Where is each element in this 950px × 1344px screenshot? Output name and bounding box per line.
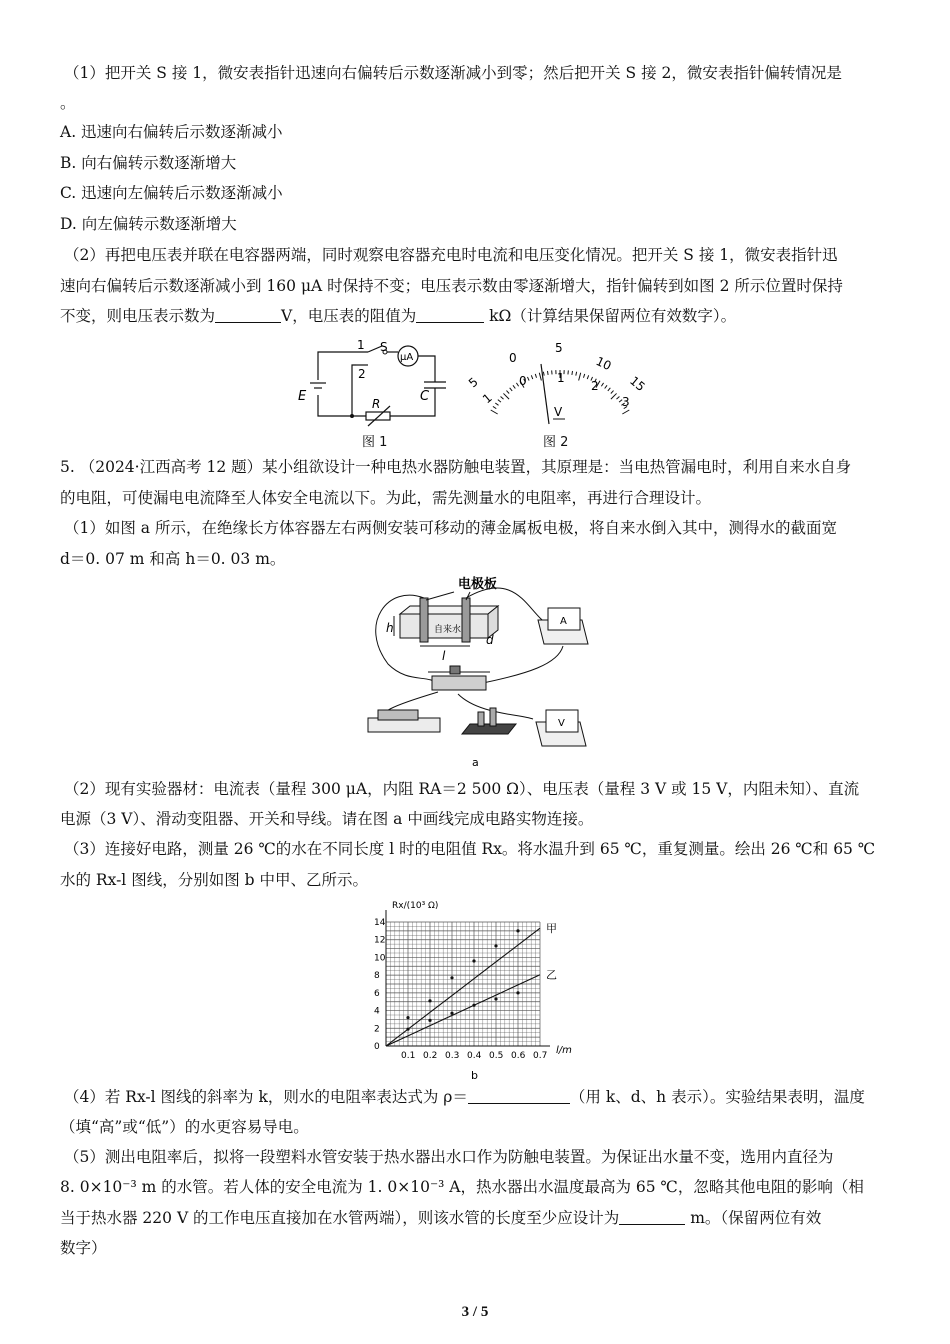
- voltmeter-label: V: [558, 718, 565, 729]
- q4-part2-text-b: V，电压表的阻值为: [281, 307, 417, 325]
- meter-tick: [498, 400, 501, 403]
- q5-part4-line1: [64, 1086, 894, 1108]
- junction-dot: [350, 414, 354, 418]
- chart-axes: [386, 910, 550, 1046]
- meter-tick: [503, 393, 509, 399]
- answer-blank-resistance[interactable]: [416, 306, 484, 323]
- y-tick-label: 6: [374, 988, 380, 999]
- height-label: h: [386, 621, 394, 635]
- data-point: [450, 1012, 453, 1015]
- q5-part4-text-a: （4）若 Rx-l 图线的斜率为 k，则水的电阻率表达式为 ρ＝: [64, 1088, 468, 1106]
- electrode-label: 电极板: [458, 577, 498, 592]
- meter-tick: [579, 373, 581, 381]
- meter-tick: [605, 385, 607, 388]
- chart-grid: [386, 922, 540, 1046]
- q4-part2-text-a: 不变，则电压表示数为: [60, 307, 216, 325]
- data-point: [472, 959, 475, 962]
- data-point: [494, 944, 497, 947]
- meter-tick: [527, 377, 529, 381]
- q4-part2-text-c: kΩ（计算结果保留两位有效数字）。: [484, 307, 737, 325]
- q5-intro-line1: 5. （2024·江西高考 12 题）某小组欲设计一种电热水器防触电装置，其原理是：当电热管漏电时，利用自来水自身: [60, 458, 852, 476]
- scale-top-15: 15: [627, 373, 648, 395]
- q5-part5-text-a: 当于热水器 220 V 的工作电压直接加在水管两端），则该水管的长度至少应设计为: [60, 1209, 620, 1227]
- y-tick-label: 4: [374, 1006, 380, 1017]
- scale-left-5: 5: [465, 374, 481, 391]
- q4-option-c: C. 迅速向左偏转后示数逐渐减小: [60, 184, 283, 202]
- q4-option-d: D. 向左偏转示数逐渐增大: [60, 215, 237, 233]
- meter-tick: [622, 410, 629, 414]
- data-point: [494, 997, 497, 1000]
- meter-tick: [608, 388, 611, 391]
- meter-tick: [547, 371, 548, 375]
- scale-bottom-1: 1: [557, 371, 565, 385]
- q4-part2-line2: 速向右偏转后示数逐渐减小到 160 μA 时保持不变；电压表示数由零逐渐增大，指针偏转到如图 2 所示位置时保持: [60, 277, 843, 295]
- q5-part5-line1: （5）测出电阻率后，拟将一段塑料水管安装于热水器出水口作为防触电装置。为保证出水量不变，选用内直径为: [64, 1148, 834, 1166]
- label-1: 1: [357, 338, 365, 352]
- q5-part2-line2: 电源（3 V）、滑动变阻器、开关和导线。请在图 a 中画线完成电路实物连接。: [60, 810, 594, 828]
- scale-top-0: 0: [509, 351, 517, 365]
- y-tick-label: 8: [374, 971, 380, 982]
- left-electrode: [420, 598, 428, 642]
- right-electrode: [462, 598, 470, 642]
- figure-1-circuit: [290, 340, 460, 452]
- answer-blank-voltage[interactable]: [215, 306, 281, 323]
- q4-option-a: A. 迅速向右偏转后示数逐渐减小: [60, 123, 283, 141]
- y-tick-label: 0: [374, 1042, 380, 1052]
- q4-part2-line3: [60, 305, 890, 327]
- q5-part4-text-c: （填“高”或“低”）的水更容易导电。: [60, 1118, 309, 1136]
- data-point: [516, 929, 519, 932]
- chart-x-label: l/m: [556, 1045, 572, 1056]
- meter-tick: [501, 396, 504, 399]
- length-label: l: [442, 649, 446, 663]
- label-2: 2: [358, 367, 366, 381]
- figure-a-apparatus: [358, 574, 594, 770]
- meter-tick: [601, 383, 603, 386]
- width-label: d: [486, 633, 494, 647]
- data-point: [428, 1019, 431, 1022]
- x-tick-label: 0.6: [511, 1051, 526, 1061]
- data-point: [516, 991, 519, 994]
- data-point: [472, 1004, 475, 1007]
- meter-tick: [611, 393, 617, 399]
- answer-blank-length[interactable]: [619, 1208, 685, 1225]
- q4-part1-line1: （1）把开关 S 接 1，微安表指针迅速向右偏转后示数逐渐减小到零；然后把开关 S 接 2，微安表指针偏转情况是: [64, 64, 842, 82]
- ammeter-label: A: [560, 616, 567, 627]
- data-point: [450, 976, 453, 979]
- figure-b-chart: [356, 896, 572, 1082]
- q5-part5-line4: 数字）: [60, 1239, 107, 1257]
- meter-tick: [583, 374, 584, 378]
- meter-tick: [572, 371, 573, 375]
- meter-tick: [493, 406, 496, 408]
- q5-part2-line1: （2）现有实验器材：电流表（量程 300 μA，内阻 RA＝2 500 Ω）、电压表（量程 3 V 或 15 V，内阻未知）、直流: [64, 780, 860, 798]
- y-tick-label: 2: [374, 1024, 380, 1035]
- answer-blank-resistivity[interactable]: [468, 1087, 570, 1104]
- label-e: E: [298, 389, 307, 404]
- y-tick-label: 10: [374, 953, 386, 964]
- scale-left-1: 1: [479, 390, 495, 407]
- q5-part5-line3: [60, 1207, 890, 1229]
- q5-part3-line1: （3）连接好电路，测量 26 ℃的水在不同长度 l 时的电阻值 Rx。将水温升到 65 ℃，重复测量。绘出 26 ℃和 65 ℃: [64, 840, 876, 858]
- meter-tick: [510, 388, 513, 391]
- meter-tick: [535, 374, 536, 378]
- q5-part1-line1: （1）如图 a 所示，在绝缘长方体容器左右两侧安装可移动的薄金属板电极，将自来水倒入其中，测得水的截面宽: [64, 519, 837, 537]
- x-tick-label: 0.4: [467, 1051, 482, 1061]
- meter-tick: [587, 375, 588, 379]
- data-point: [406, 1028, 409, 1031]
- q5-part1-line2: d＝0. 07 m 和高 h＝0. 03 m。: [60, 550, 286, 568]
- scale-bottom-3: 3: [622, 395, 630, 409]
- label-microammeter: μA: [400, 352, 414, 363]
- meter-tick: [531, 375, 532, 379]
- x-tick-label: 0.3: [445, 1051, 460, 1061]
- series-label-yi: 乙: [546, 968, 557, 982]
- y-tick-label: 14: [374, 918, 386, 928]
- series-label-jia: 甲: [546, 922, 557, 936]
- x-tick-label: 0.2: [423, 1051, 438, 1061]
- q4-part1-line2: 。: [60, 94, 76, 112]
- meter-tick: [611, 391, 614, 394]
- meter-tick: [495, 403, 498, 405]
- q5-part5-line2: 8. 0×10⁻³ m 的水管。若人体的安全电流为 1. 0×10⁻³ A，热水器出水温度最高为 65 ℃，忽略其他电阻的影响（相: [60, 1178, 864, 1196]
- scale-bottom-2: 2: [591, 379, 599, 393]
- label-c: C: [420, 389, 430, 404]
- meter-tick: [543, 372, 544, 376]
- figure-a-caption: a: [472, 756, 479, 769]
- chart-points: [406, 929, 519, 1031]
- x-tick-label: 0.1: [401, 1051, 416, 1061]
- q4-part2-line1: （2）再把电压表并联在电容器两端，同时观察电容器充电时电流和电压变化情况。把开关 S 接 1，微安表指针迅: [64, 246, 838, 264]
- figure-b-caption: b: [471, 1069, 478, 1082]
- chart-y-label: Rx/(10³ Ω): [392, 901, 439, 911]
- water-label: 自来水: [434, 625, 462, 635]
- x-tick-label: 0.5: [489, 1051, 504, 1061]
- y-tick-label: 12: [374, 935, 386, 946]
- q5-part5-text-b: m。（保留两位有效: [685, 1209, 822, 1227]
- page-number: 3 / 5: [461, 1304, 489, 1320]
- data-point: [428, 999, 431, 1002]
- meter-tick: [491, 410, 498, 414]
- scale-top-10: 10: [593, 354, 614, 374]
- q4-option-b: B. 向右偏转示数逐渐增大: [60, 154, 237, 172]
- meter-tick: [539, 373, 541, 381]
- label-r: R: [372, 397, 381, 411]
- data-point: [406, 1016, 409, 1019]
- x-tick-label: 0.7: [533, 1051, 548, 1061]
- figure-1-caption: 图 1: [362, 435, 388, 450]
- q5-intro-line2: 的电阻，可使漏电电流降至人体安全电流以下。为此，需先测量水的电阻率，再进行合理设计。: [60, 489, 712, 507]
- meter-tick: [513, 385, 515, 388]
- meter-tick: [576, 372, 577, 376]
- meter-tick: [506, 391, 509, 394]
- q5-part4-line2: [60, 1116, 890, 1138]
- scale-bottom-0: 0: [519, 374, 527, 388]
- meter-tick: [616, 396, 619, 399]
- q5-part4-text-b: （用 k、d、h 表示）。实验结果表明，温度: [569, 1088, 865, 1106]
- scale-top-5: 5: [555, 341, 563, 355]
- meter-unit: V: [554, 405, 563, 419]
- figure-2-caption: 图 2: [543, 435, 569, 450]
- q5-part3-line2: 水的 Rx-l 图线，分别如图 b 中甲、乙所示。: [60, 871, 368, 889]
- figure-2-voltmeter-scale: [465, 340, 655, 452]
- label-s: S: [380, 340, 388, 354]
